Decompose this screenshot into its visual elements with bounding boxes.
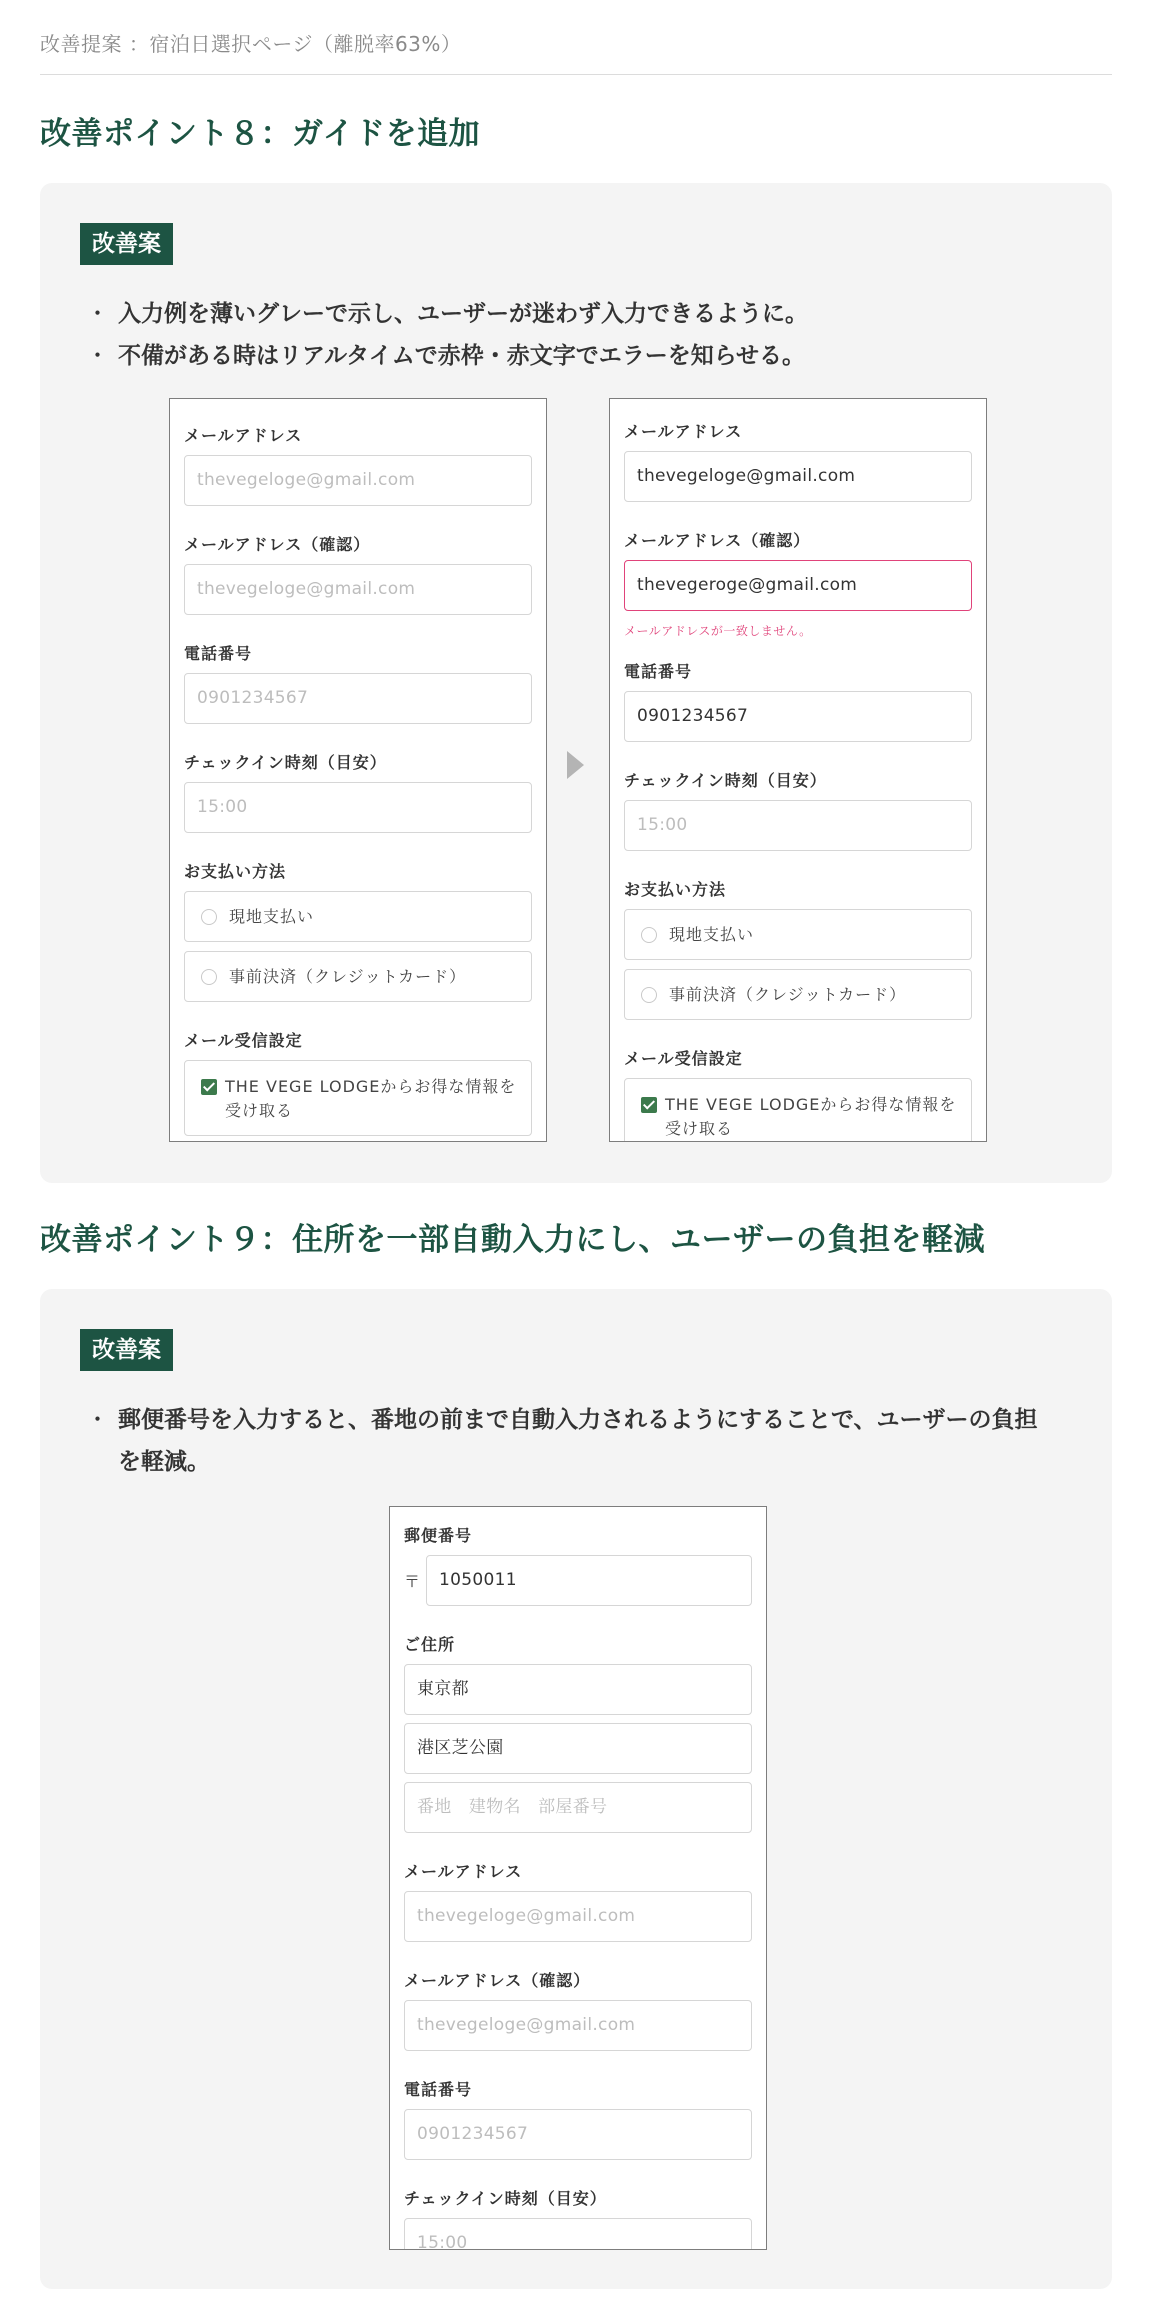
payment-label: お支払い方法 — [624, 880, 727, 899]
email-confirm-label: メールアドレス（確認） — [404, 1971, 591, 1990]
proposal-badge: 改善案 — [80, 223, 173, 265]
phone-label: 電話番号 — [404, 2080, 473, 2099]
checkbox-checked-icon[interactable] — [641, 1097, 657, 1113]
bullet-item: ・ 郵便番号を入力すると、番地の前まで自動入力されるようにすることで、ユーザーの負担を軽減。 — [92, 1399, 1060, 1483]
checkin-label: チェックイン時刻（目安） — [404, 2189, 607, 2208]
email-input[interactable]: thevegeloge@gmail.com — [404, 1891, 752, 1942]
email-label: メールアドレス — [404, 1862, 523, 1881]
mail-setting-label: メール受信設定 — [624, 1049, 743, 1068]
payment-option-label: 現地支払い — [669, 925, 755, 944]
phone-input[interactable]: 0901234567 — [624, 691, 972, 742]
payment-option-onsite[interactable] — [184, 891, 532, 942]
email-confirm-input[interactable]: thevegeroge@gmail.com — [624, 560, 972, 611]
checkin-input[interactable]: 15:00 — [404, 2218, 752, 2250]
email-label: メールアドレス — [184, 426, 303, 445]
payment-option-onsite[interactable] — [624, 909, 972, 960]
breadcrumb: 改善提案 ：宿泊日選択ページ（離脱率63%） — [40, 32, 462, 56]
payment-option-label: 現地支払い — [229, 907, 315, 926]
section-9-title: 改善ポイント９：住所を一部自動入力にし、ユーザーの負担を軽減 — [40, 1222, 985, 1258]
payment-option-label: 事前決済（クレジットカード） — [669, 985, 907, 1004]
email-label: メールアドレス — [624, 422, 743, 441]
phone-input[interactable]: 0901234567 — [404, 2109, 752, 2160]
radio-icon[interactable] — [201, 909, 217, 925]
form-after-mockup — [609, 398, 987, 1142]
divider — [40, 74, 1112, 75]
mail-optin-label: THE VEGE LODGEからお得な情報を受け取る — [665, 1095, 957, 1138]
radio-icon[interactable] — [641, 927, 657, 943]
error-message: メールアドレスが一致しません。 — [624, 624, 812, 638]
phone-input[interactable]: 0901234567 — [184, 673, 532, 724]
payment-option-label: 事前決済（クレジットカード） — [229, 967, 467, 986]
zip-row — [404, 1555, 752, 1606]
email-confirm-label: メールアドレス（確認） — [624, 531, 811, 550]
form-before-mockup — [169, 398, 547, 1142]
checkbox-checked-icon[interactable] — [201, 1079, 217, 1095]
checkin-label: チェックイン時刻（目安） — [624, 771, 827, 790]
zip-input[interactable]: 1050011 — [426, 1555, 752, 1606]
email-confirm-input[interactable]: thevegeloge@gmail.com — [404, 2000, 752, 2051]
phone-label: 電話番号 — [184, 644, 253, 663]
email-confirm-label: メールアドレス（確認） — [184, 535, 371, 554]
mail-optin-checkbox[interactable] — [184, 1060, 532, 1136]
proposal-badge: 改善案 — [80, 1329, 173, 1371]
email-input[interactable]: thevegeloge@gmail.com — [624, 451, 972, 502]
zip-label: 郵便番号 — [404, 1526, 473, 1545]
email-confirm-input[interactable]: thevegeloge@gmail.com — [184, 564, 532, 615]
payment-option-prepaid[interactable] — [184, 951, 532, 1002]
phone-label: 電話番号 — [624, 662, 693, 681]
email-input[interactable]: thevegeloge@gmail.com — [184, 455, 532, 506]
prefecture-input[interactable]: 東京都 — [404, 1664, 752, 1715]
postal-mark-icon: 〒 — [404, 1572, 421, 1591]
arrow-right-icon — [567, 751, 584, 779]
mail-setting-label: メール受信設定 — [184, 1031, 303, 1050]
checkin-input[interactable]: 15:00 — [184, 782, 532, 833]
checkin-input[interactable]: 15:00 — [624, 800, 972, 851]
mail-optin-checkbox[interactable] — [624, 1078, 972, 1142]
street-input[interactable]: 番地 建物名 部屋番号 — [404, 1782, 752, 1833]
address-label: ご住所 — [404, 1635, 456, 1654]
payment-label: お支払い方法 — [184, 862, 287, 881]
address-form-mockup — [389, 1506, 767, 2250]
bullet-list — [92, 293, 1060, 377]
bullet-item: ・ 不備がある時はリアルタイムで赤枠・赤文字でエラーを知らせる。 — [92, 335, 1060, 377]
bullet-list — [92, 1399, 1060, 1483]
radio-icon[interactable] — [201, 969, 217, 985]
city-input[interactable]: 港区芝公園 — [404, 1723, 752, 1774]
checkin-label: チェックイン時刻（目安） — [184, 753, 387, 772]
payment-option-prepaid[interactable] — [624, 969, 972, 1020]
bullet-item: ・ 入力例を薄いグレーで示し、ユーザーが迷わず入力できるように。 — [92, 293, 1060, 335]
section-8-title: 改善ポイント８：ガイドを追加 — [40, 116, 481, 152]
mail-optin-label: THE VEGE LODGEからお得な情報を受け取る — [225, 1077, 517, 1120]
radio-icon[interactable] — [641, 987, 657, 1003]
